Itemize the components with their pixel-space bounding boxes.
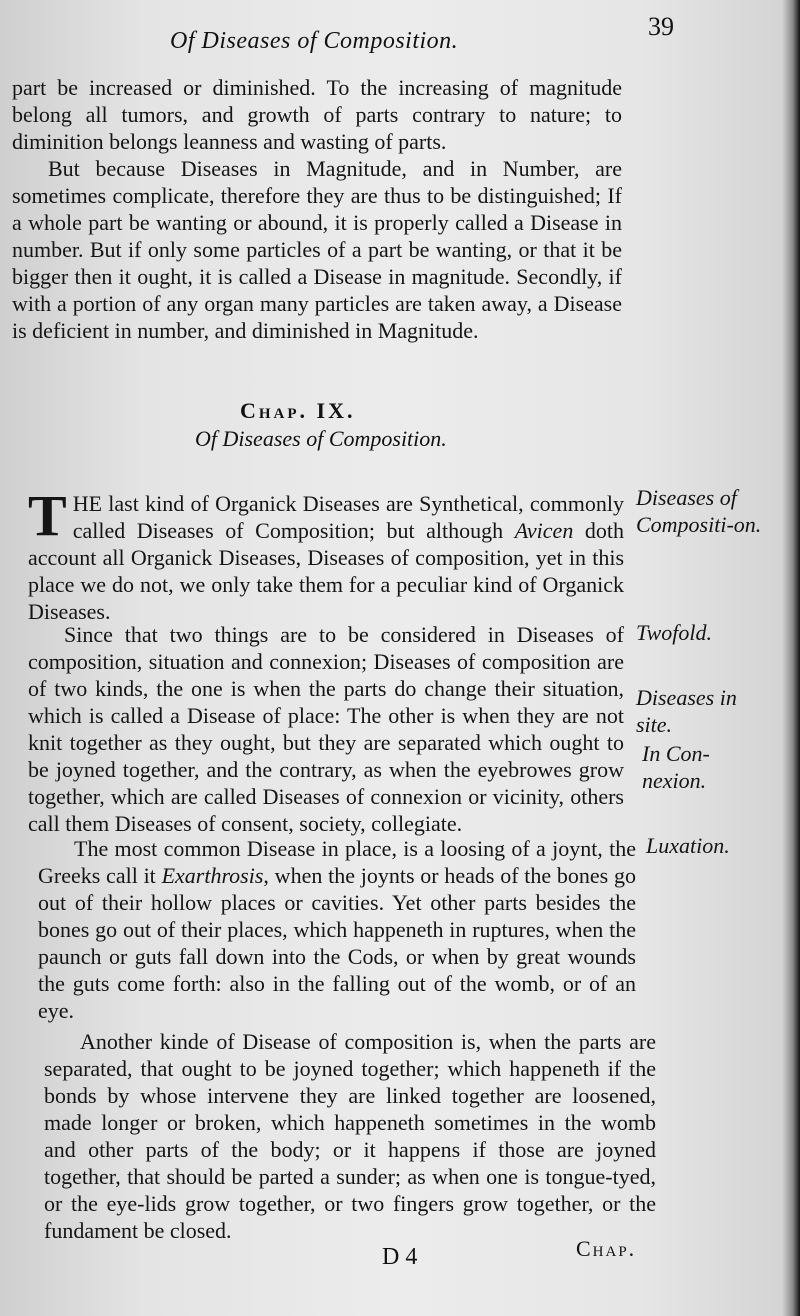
paragraph-text: The most common Disease in place, is a loosing of a joynt, the Greeks call it [38, 836, 636, 888]
signature-mark: D 4 [382, 1244, 418, 1270]
margin-note-site: Diseases in site. [636, 685, 737, 737]
chapter-title: Chap. IX. [240, 398, 356, 423]
paragraph-two-kinds: Since that two things are to be considered in Diseases of composition, situation and connexion; Diseases of composition are of two kinds, the one is when the parts do change their situation, which is called a Disease of place: The other is when they are not knit together as they ought, but they are separated which ought to be joyned together, and the contrary, as when the eyebrowes grow together, which are called Diseases of connexion or vicinity, others call them Diseases of consent, society, collegiate. [28, 622, 624, 836]
author-name: Avicen [514, 518, 574, 543]
margin-note-luxation: Luxation. [646, 833, 730, 858]
margin-note-composition: Diseases of Compositi-on. [636, 485, 762, 537]
paragraph-text: , when the joynts or heads of the bones go out of their hollow places or cavities. Yet other parts besides the bones go out of their places, which happeneth in ruptures, when the paunch or guts fall down into the Cods, or when by great wounds the guts come forth: also in the falling out of the womb, or of an eye. [38, 863, 636, 1023]
margin-note-connexion: In Con-nexion. [642, 741, 710, 793]
margin-note-twofold: Twofold. [636, 620, 713, 645]
paragraph-text: doth account all Organick Diseases, Diseases of composition, yet in this place we do not, we only take them for a peculiar kind of Organick Diseases. [28, 518, 624, 624]
drop-cap: T [28, 483, 67, 548]
paragraph-text: HE last kind of Organick Diseases are Synthetical, commonly called Diseases of Composition; but although [72, 491, 624, 543]
paragraph-distinction: But because Diseases in Magnitude, and in Number, are sometimes complicate, therefore they are thus to be distinguished; If a whole part be wanting or abound, it is properly called a Disease in number. But if only some particles of a part be wanting, or that it be bigger then it ought, it is called a Disease in magnitude. Secondly, if with a portion of any organ many particles are taken away, a Disease is deficient in number, and diminished in Magnitude. [12, 156, 622, 343]
running-title: Of Diseases of Composition. [170, 28, 459, 54]
paragraph-separation: Another kinde of Disease of composition is, when the parts are separated, that ought to be joyned together; which happeneth if the bonds by whose intervene they are linked together are loosened, made longer or broken, which happeneth sometimes in the womb and other parts of the body; or it happens if those are joyned together, that should be parted a sunder; as when one is tongue-tyed, or the eye-lids grow together, or two fingers grow together, or the fundament be closed. [44, 1029, 656, 1243]
page-number: 39 [648, 12, 674, 41]
paragraph-synthetical [28, 483, 624, 625]
catchword: Chap. [576, 1236, 637, 1261]
greek-term: Exarthrosis [161, 863, 264, 888]
paragraph-luxation [38, 835, 636, 1024]
paragraph-magnitude: part be increased or diminished. To the increasing of magnitude belong all tumors, and growth of parts contrary to nature; to diminition belongs leanness and wasting of parts. [12, 75, 622, 154]
chapter-subtitle: Of Diseases of Composition. [195, 426, 447, 451]
